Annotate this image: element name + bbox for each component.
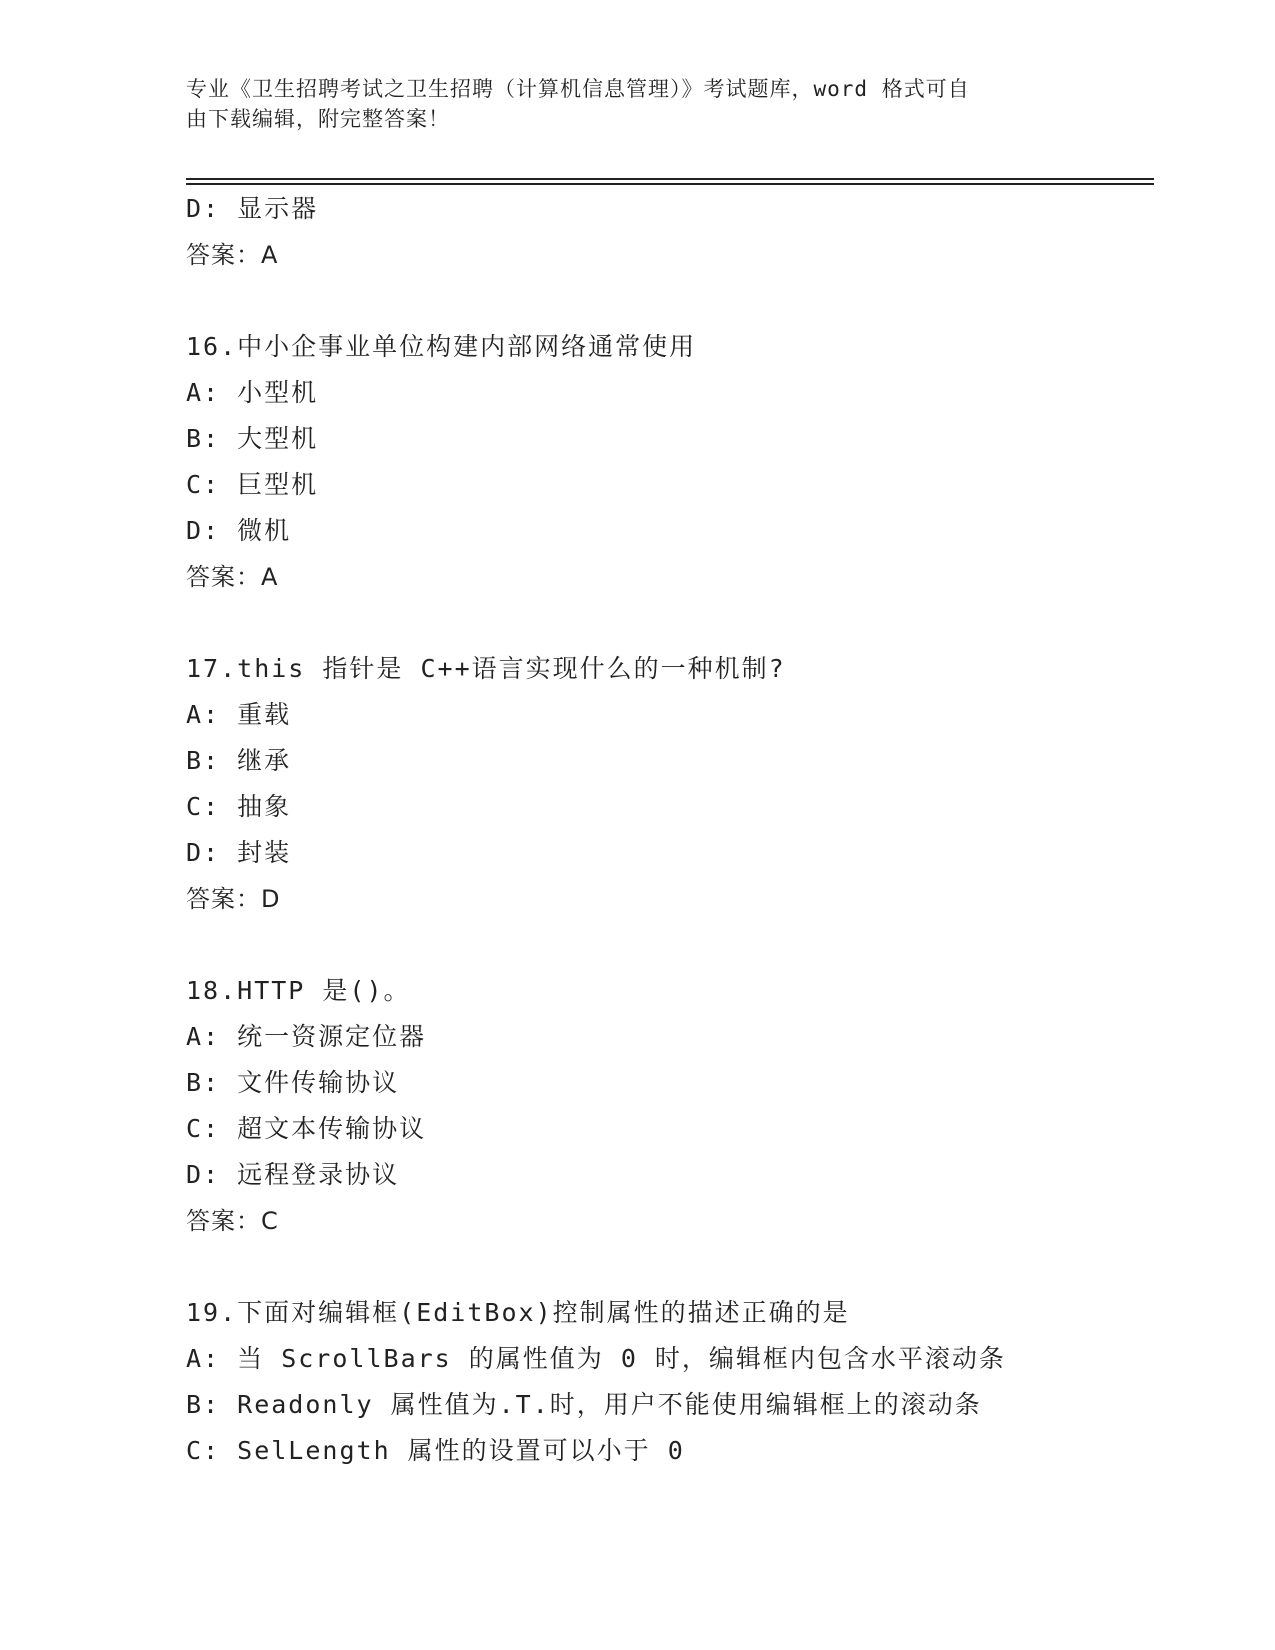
header-line-2: 由下载编辑，附完整答案！ [186, 107, 450, 131]
header-divider-top [186, 178, 1154, 180]
question-19-option-c: C: SelLength 属性的设置可以小于 0 [186, 1436, 685, 1465]
spacer [186, 922, 1146, 968]
spacer [186, 278, 1146, 324]
question-16-answer: 答案：A [186, 563, 279, 591]
question-19-option-b: B: Readonly 属性值为.T.时，用户不能使用编辑框上的滚动条 [186, 1390, 982, 1419]
header-divider-bottom [186, 183, 1154, 185]
question-18-option-b: B: 文件传输协议 [186, 1068, 400, 1097]
question-list [186, 186, 1146, 1474]
question-17-stem: 17.this 指针是 C++语言实现什么的一种机制? [186, 654, 786, 683]
question-16-stem: 16.中小企事业单位构建内部网络通常使用 [186, 332, 697, 361]
question-17-option-c: C: 抽象 [186, 792, 292, 821]
question-16-option-a: A: 小型机 [186, 378, 319, 407]
document-header [186, 74, 1086, 134]
spacer [186, 600, 1146, 646]
question-17-option-d: D: 封装 [186, 838, 292, 867]
question-18-option-d: D: 远程登录协议 [186, 1160, 400, 1189]
header-line-1: 专业《卫生招聘考试之卫生招聘（计算机信息管理）》考试题库，word 格式可自 [186, 77, 970, 101]
question-16-option-c: C: 巨型机 [186, 470, 319, 499]
question-17-answer: 答案：D [186, 885, 281, 913]
answer-line: 答案：A [186, 241, 279, 269]
question-18-stem: 18.HTTP 是()。 [186, 976, 411, 1005]
question-17-option-a: A: 重载 [186, 700, 292, 729]
question-17-option-b: B: 继承 [186, 746, 292, 775]
question-16-option-b: B: 大型机 [186, 424, 319, 453]
question-18-option-c: C: 超文本传输协议 [186, 1114, 427, 1143]
question-18-answer: 答案：C [186, 1207, 279, 1235]
option-d: D: 显示器 [186, 194, 319, 223]
question-16-option-d: D: 微机 [186, 516, 292, 545]
spacer [186, 1244, 1146, 1290]
question-18-option-a: A: 统一资源定位器 [186, 1022, 427, 1051]
question-19-stem: 19.下面对编辑框(EditBox)控制属性的描述正确的是 [186, 1298, 850, 1327]
question-19-option-a: A: 当 ScrollBars 的属性值为 0 时，编辑框内包含水平滚动条 [186, 1344, 1006, 1373]
